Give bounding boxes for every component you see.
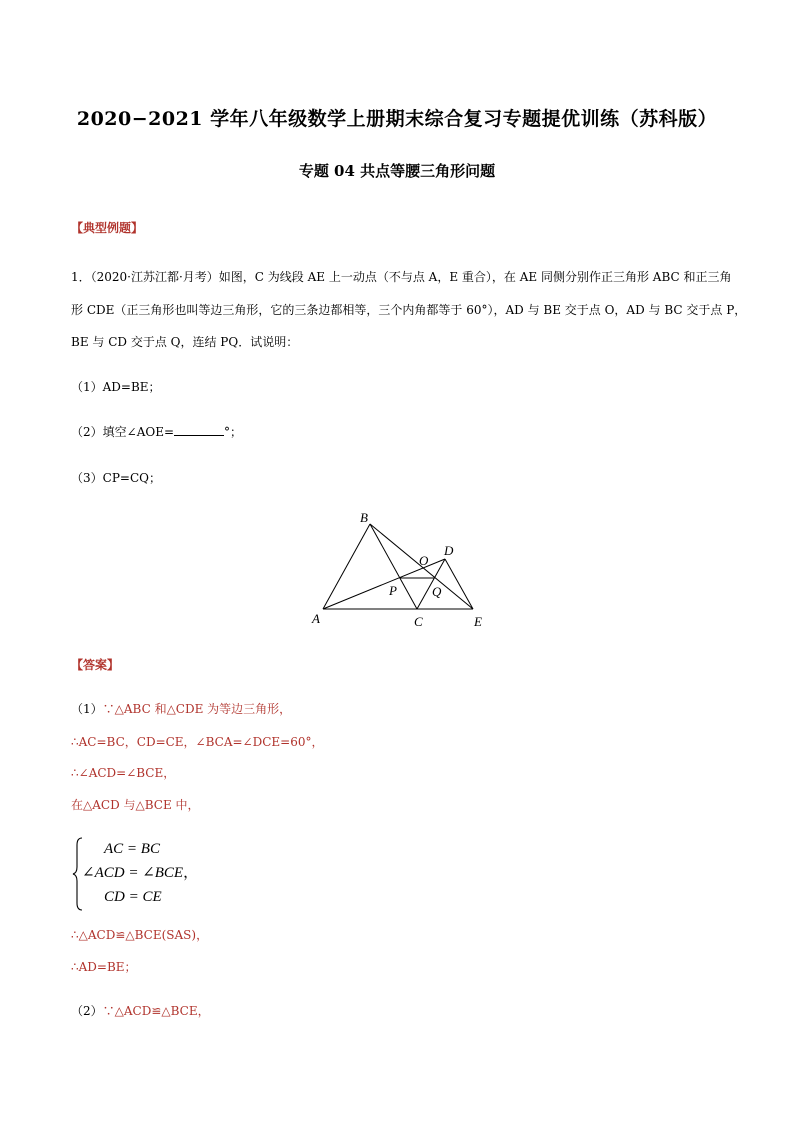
label-b: B: [360, 510, 368, 525]
question-part-1: （1）AD=BE；: [71, 380, 161, 394]
segment-ab: [323, 524, 370, 609]
answer-line-3: ∴∠ACD=∠BCE，: [71, 766, 176, 780]
answer-line-4: 在△ACD 与△BCE 中，: [71, 798, 200, 812]
answer-line-1-prefix: （1）: [71, 702, 103, 716]
question-part-2-prefix: （2）填空∠AOE=: [71, 425, 175, 439]
question-part-2: [71, 424, 242, 441]
label-e: E: [474, 614, 482, 629]
label-q: Q: [432, 584, 442, 599]
answer-line-7-prefix: （2）: [71, 1004, 103, 1018]
question-line-3: BE 与 CD 交于点 Q，连结 PQ．试说明：: [71, 335, 299, 349]
system-line-2-eq: ∠ACD = ∠BCE: [82, 865, 184, 881]
triangle-figure: [305, 505, 495, 630]
page-subtitle: 专题 04 共点等腰三角形问题: [298, 162, 496, 180]
system-line-3: CD = CE: [104, 889, 162, 905]
label-a: A: [312, 611, 320, 626]
answer-line-1: [71, 701, 291, 718]
segment-de: [445, 559, 473, 609]
answer-line-5: ∴△ACD≌△BCE(SAS)，: [71, 928, 209, 942]
question-line-2: 形 CDE（正三角形也叫等边三角形，它的三条边都相等，三个内角都等于 60°），AD 与 BE 交于点 O，AD 与 BC 交于点 P，: [71, 303, 747, 317]
label-d: D: [444, 543, 454, 558]
answer-line-7-text: ∵△ACD≌△BCE，: [102, 1004, 210, 1018]
section-answer-label: 【答案】: [71, 658, 120, 672]
answer-line-6: ∴AD=BE；: [71, 960, 137, 974]
answer-line-7: [71, 1003, 210, 1020]
label-c: C: [414, 614, 423, 629]
label-o: O: [419, 553, 429, 568]
question-line-1: 1．（2020·江苏江都·月考）如图，C 为线段 AE 上一动点（不与点 A，E 重合），在 AE 同侧分别作正三角形 ABC 和正三角: [71, 270, 732, 284]
system-line-1: AC = BC: [104, 841, 160, 857]
answer-line-2: ∴AC=BC，CD=CE，∠BCA=∠DCE=60°，: [71, 735, 324, 749]
question-part-3: （3）CP=CQ；: [71, 471, 161, 485]
question-part-2-suffix: °；: [224, 425, 243, 439]
system-line-2-tail: ，: [183, 865, 199, 881]
page-title: 2020−2021 学年八年级数学上册期末综合复习专题提优训练（苏科版）: [76, 108, 718, 130]
label-p: P: [389, 583, 397, 598]
answer-line-1-text: ∵△ABC 和△CDE 为等边三角形，: [102, 702, 292, 716]
system-line-2: [82, 861, 198, 885]
section-example-label: 【典型例题】: [71, 221, 144, 235]
answer-blank: [174, 424, 224, 436]
